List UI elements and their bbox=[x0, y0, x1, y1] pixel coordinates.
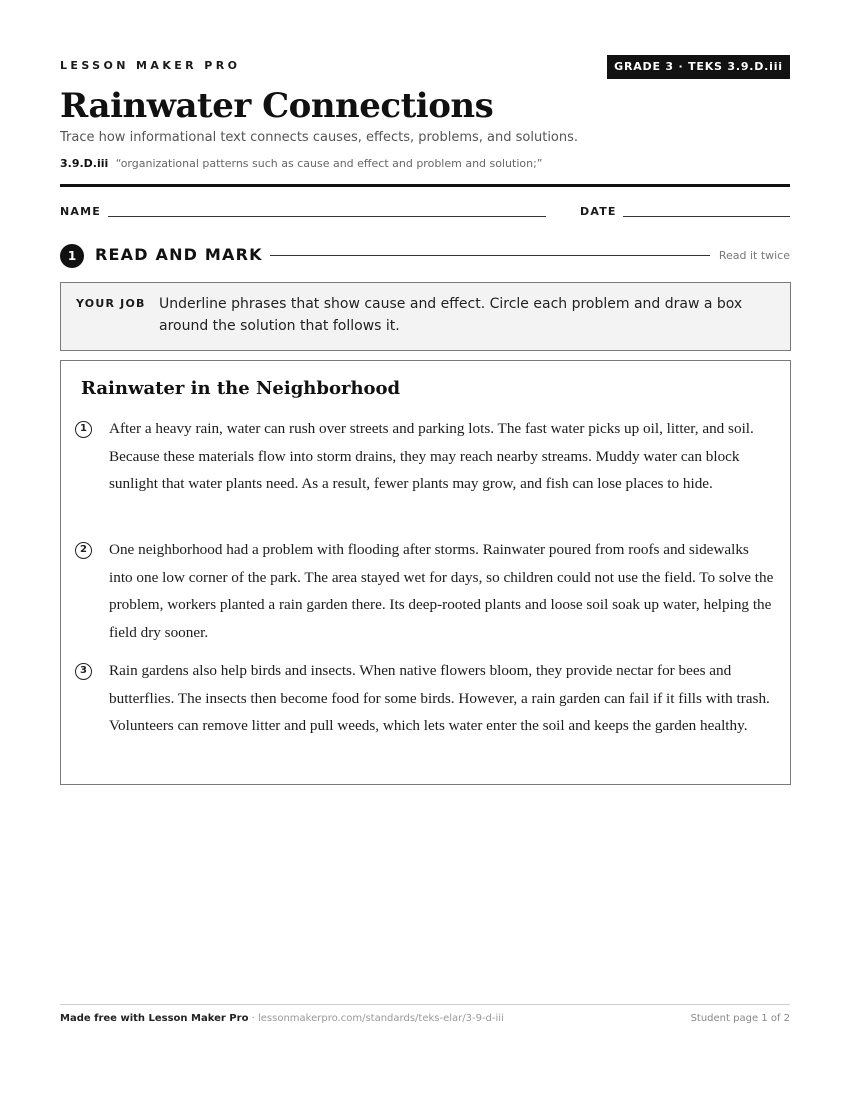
instructions-text: Underline phrases that show cause and effect. Circle each problem and draw a box around the solution that follows it. bbox=[159, 296, 743, 334]
paragraph-number-badge: 3 bbox=[75, 663, 92, 680]
paragraph-number-badge: 1 bbox=[75, 421, 92, 438]
brand-name: LESSON MAKER PRO bbox=[60, 59, 241, 72]
footer-made-with: Made free with Lesson Maker Pro bbox=[60, 1013, 249, 1024]
paragraph-text: Rain gardens also help birds and insects. When native flowers bloom, they provide nectar for bees and butterflies. The insects then become food for some birds. However, a rain garden can fail if it fills with trash. Volunteers can remove litter and pull weeds, which lets water enter the soil and keeps the garden healthy. bbox=[109, 662, 770, 734]
instructions-label: YOUR JOB bbox=[76, 297, 146, 310]
footer-separator: · bbox=[251, 1013, 255, 1024]
footer-url[interactable]: lessonmakerpro.com/standards/teks-elar/3-9-d-iii bbox=[258, 1013, 504, 1024]
page-title: Rainwater Connections bbox=[60, 86, 494, 126]
header-divider bbox=[60, 184, 790, 187]
date-label: DATE bbox=[580, 205, 617, 218]
instructions-box bbox=[60, 282, 791, 351]
paragraph-text: After a heavy rain, water can rush over streets and parking lots. The fast water picks up oil, litter, and soil. Because these materials flow into storm drains, they may reach nearby streams. Muddy water can block sunlight that water plants need. As a result, fewer plants may grow, and fish can lose places to hide. bbox=[109, 420, 754, 492]
page-subtitle: Trace how informational text connects causes, effects, problems, and solutions. bbox=[60, 130, 579, 145]
grade-badge: GRADE 3 · TEKS 3.9.D.iii bbox=[607, 55, 790, 79]
section-divider bbox=[270, 255, 710, 256]
section-title: READ AND MARK bbox=[95, 245, 263, 264]
date-field-line[interactable] bbox=[623, 216, 790, 217]
name-field-line[interactable] bbox=[108, 216, 546, 217]
reading-passage bbox=[60, 360, 791, 785]
section-note: Read it twice bbox=[718, 249, 790, 262]
name-label: NAME bbox=[60, 205, 101, 218]
footer-credit bbox=[60, 1013, 504, 1024]
passage-title: Rainwater in the Neighborhood bbox=[81, 378, 401, 399]
standard-reference bbox=[60, 157, 543, 170]
standard-code: 3.9.D.iii bbox=[60, 157, 109, 170]
page-indicator: Student page 1 of 2 bbox=[690, 1013, 790, 1024]
paragraph-text: One neighborhood had a problem with flooding after storms. Rainwater poured from roofs and sidewalks into one low corner of the park. The area stayed wet for days, so children could not use the field. To solve the problem, workers planted a rain garden there. Its deep-rooted plants and loose soil soak up water, helping the field dry sooner. bbox=[109, 541, 774, 641]
section-number-badge: 1 bbox=[60, 244, 84, 268]
footer-divider bbox=[60, 1004, 790, 1005]
standard-quote: “organizational patterns such as cause and effect and problem and solution;” bbox=[115, 157, 543, 170]
paragraph-number-badge: 2 bbox=[75, 542, 92, 559]
